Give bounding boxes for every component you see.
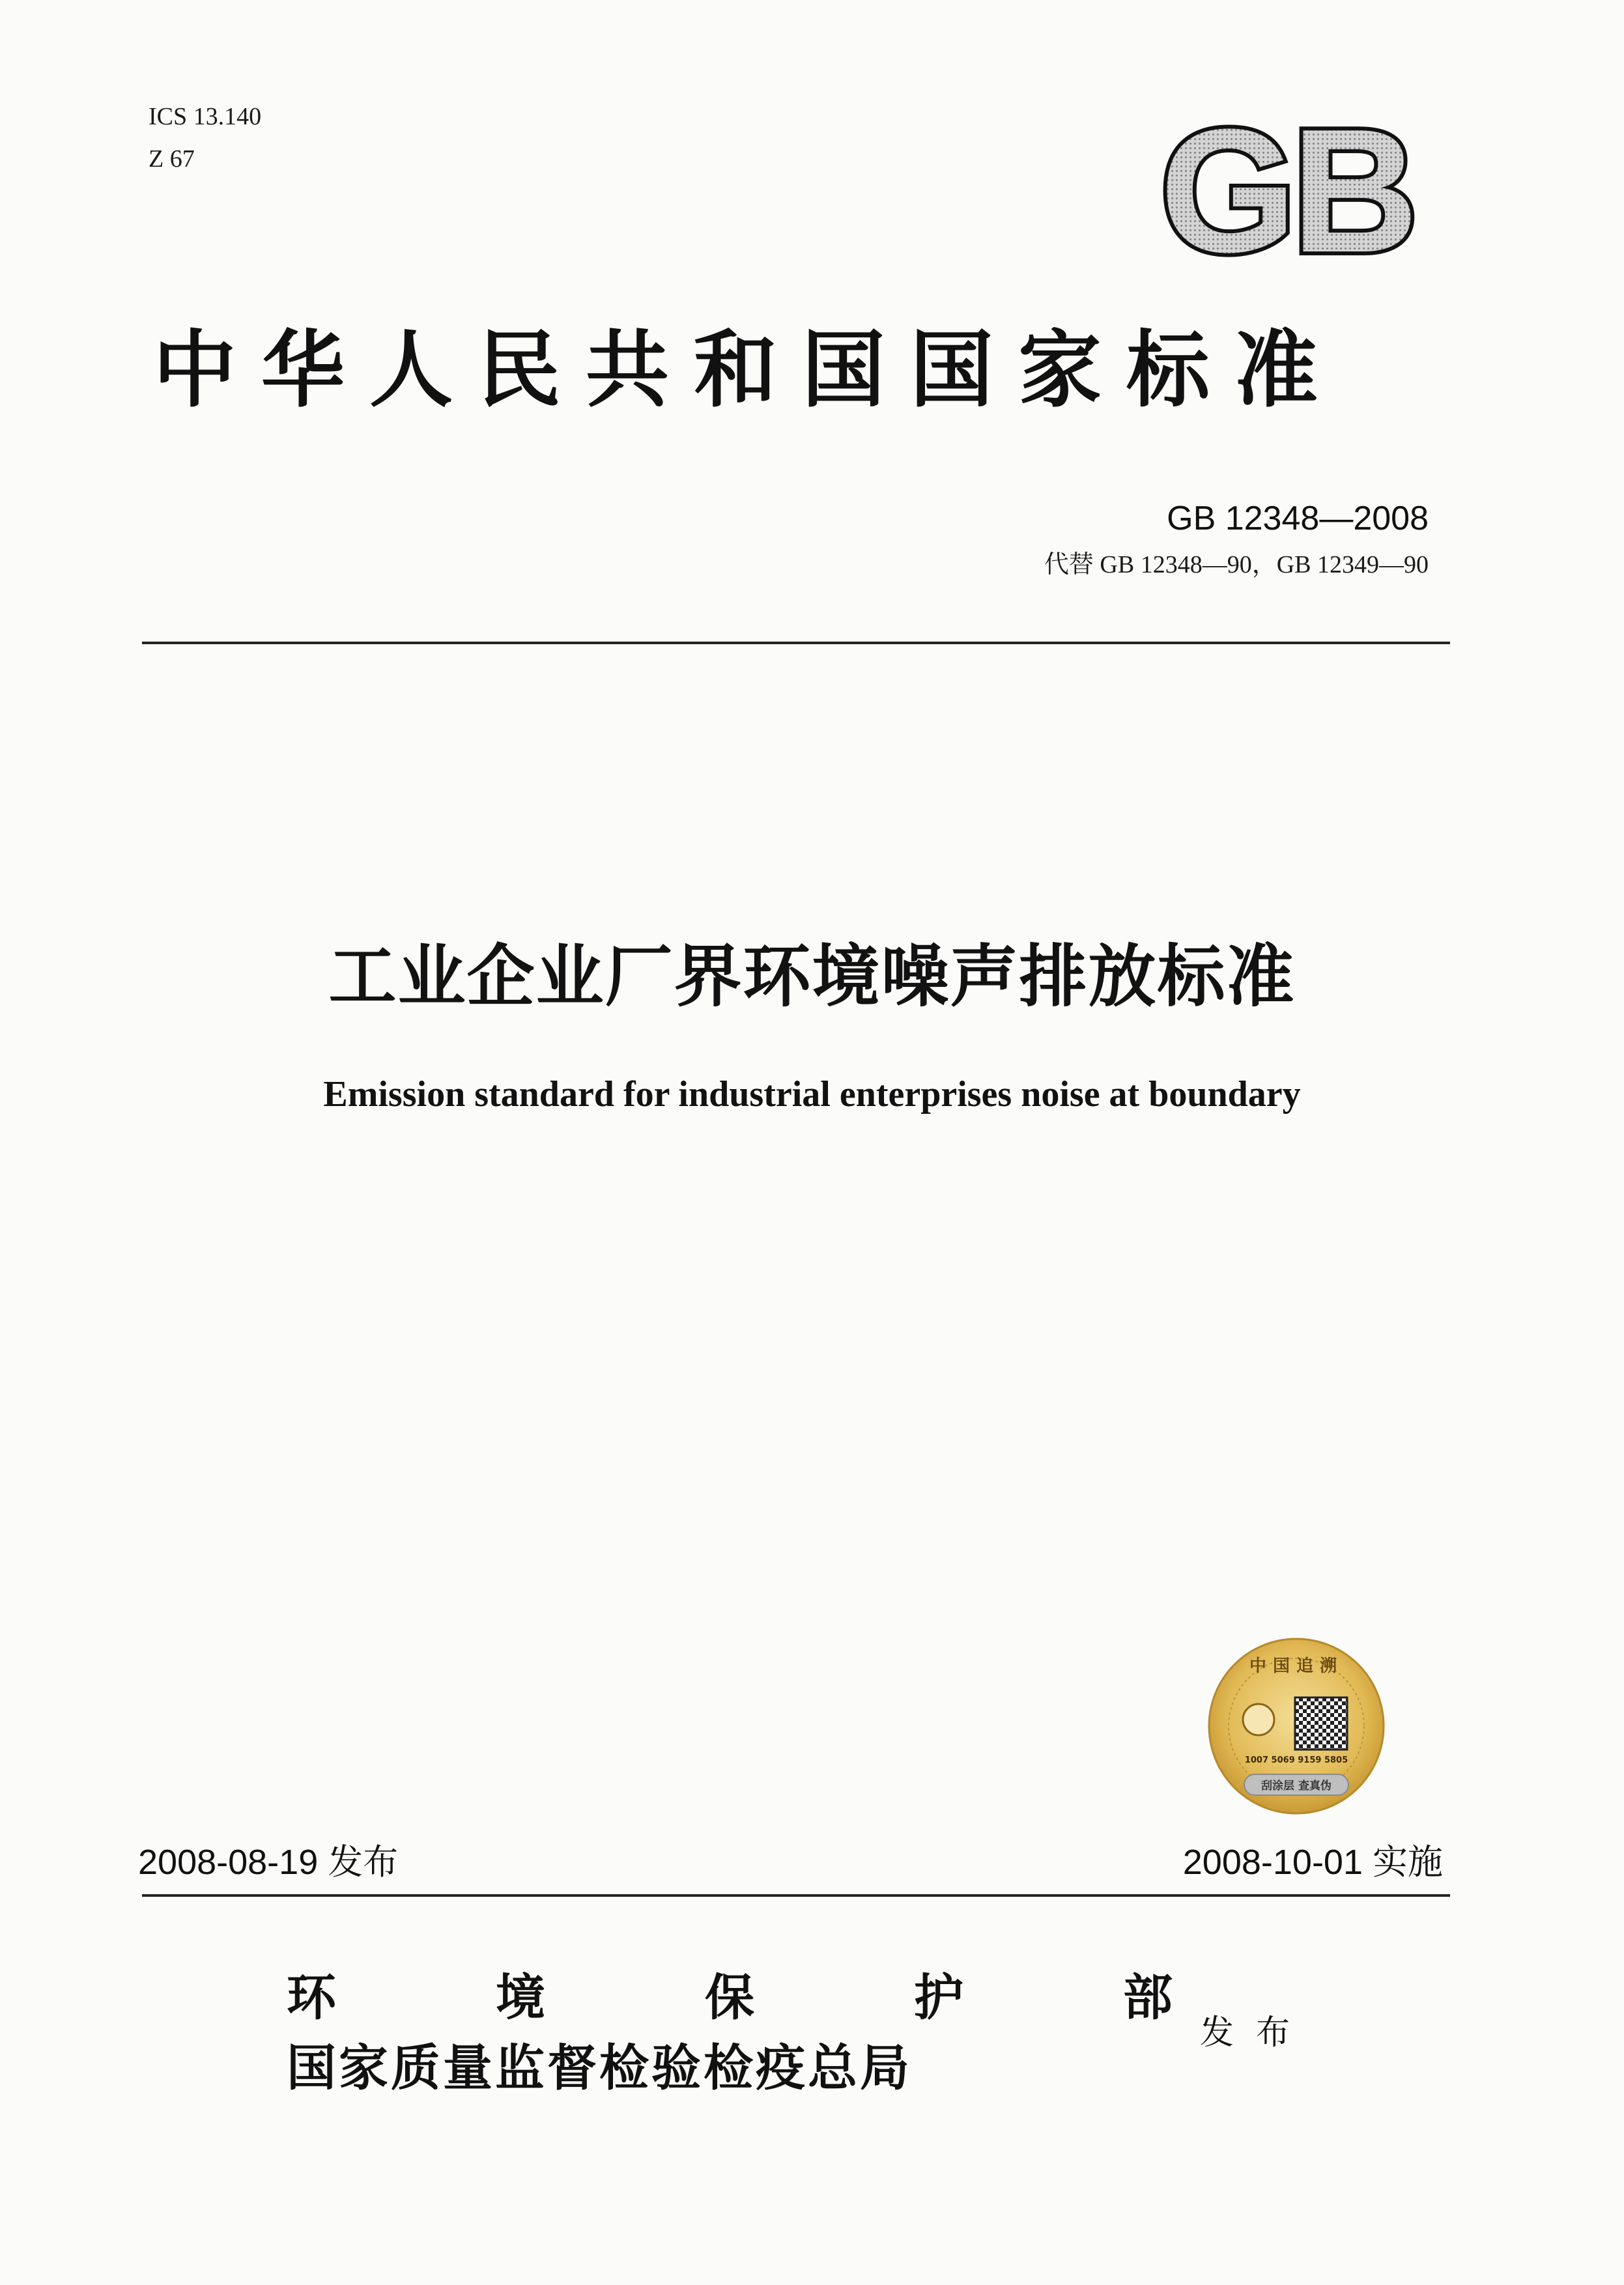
release-label: 发布 (1200, 2015, 1313, 2052)
issuer-ministry-char: 部 (1123, 1971, 1173, 2026)
top-divider (142, 642, 1450, 644)
sticker-serial: 1007 5069 9159 5805 (1244, 1755, 1348, 1765)
national-standard-title: 中华人民共和国国家标准 (153, 324, 1343, 417)
document-title-english: Emission standard for industrial enterprises noise at boundary (323, 1074, 1301, 1114)
sticker-ring-text: 中国追溯 (1249, 1656, 1344, 1676)
replaces-note: 代替 GB 12348—90，GB 12349—90 (1044, 551, 1429, 578)
anti-counterfeit-sticker (1205, 1635, 1388, 1824)
issuer-ministry-char: 保 (705, 1971, 754, 2026)
sticker-scratch-label: 刮涂层 查真伪 (1261, 1780, 1332, 1793)
bottom-divider (142, 1894, 1450, 1897)
issuer-aqsiq: 国家质量监督检验检疫总局 (287, 2041, 912, 2096)
gb-logo-lettering: GB (1160, 109, 1414, 279)
issuer-ministry (287, 1971, 1173, 2026)
standard-number: GB 12348—2008 (1167, 500, 1429, 537)
effective-date: 2008-10-01 实施 (1182, 1843, 1443, 1882)
ics-code: ICS 13.140 (149, 103, 262, 130)
sticker-qr-code-icon (1295, 1697, 1347, 1750)
document-title-chinese: 工业企业厂界环境噪声排放标准 (328, 939, 1296, 1015)
gb-logo (1133, 109, 1440, 279)
issuer-ministry-char: 环 (287, 1971, 336, 2026)
sticker-emblem-icon (1243, 1704, 1274, 1735)
issue-date: 2008-08-19 发布 (138, 1843, 399, 1882)
issuer-ministry-char: 护 (914, 1971, 963, 2026)
classification-code: Z 67 (149, 145, 195, 173)
issuer-ministry-char: 境 (496, 1971, 545, 2026)
